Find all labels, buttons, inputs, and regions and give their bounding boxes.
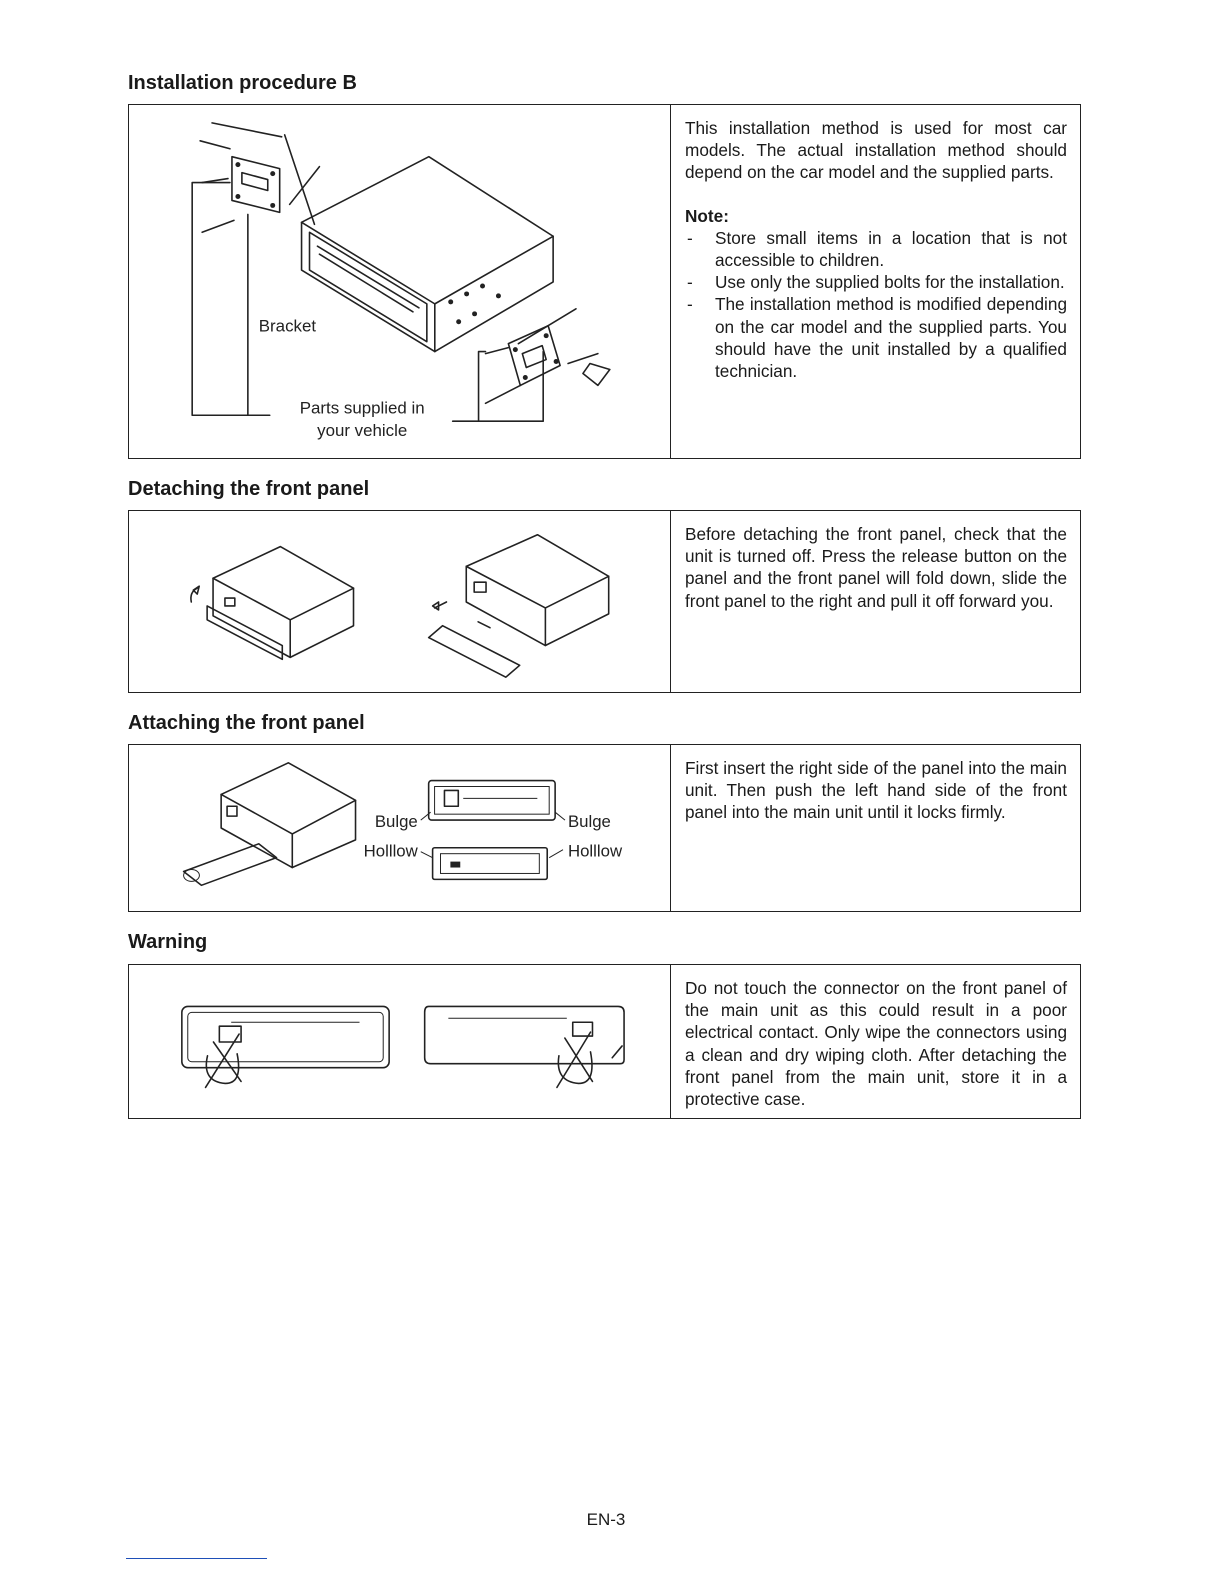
bracket-label: Bracket xyxy=(258,316,317,336)
footer-rule xyxy=(126,1558,267,1559)
note-item: - Store small items in a location that is not accessible to children. xyxy=(685,227,1067,271)
detach-heading: Detaching the front panel xyxy=(128,478,370,500)
install-divider xyxy=(670,105,671,458)
parts-label-line1: Parts supplied in xyxy=(299,398,425,418)
installation-diagram xyxy=(129,105,670,458)
warning-text xyxy=(685,977,1067,1110)
install-box xyxy=(128,104,1081,459)
note-item: - The installation method is modified depending on the car model and the supplied parts. You should have the unit installed by a qualified technician. xyxy=(685,293,1067,382)
detach-text xyxy=(685,523,1067,612)
install-heading: Installation procedure B xyxy=(128,72,357,94)
warning-diagram xyxy=(129,965,670,1118)
parts-label-line2: your vehicle xyxy=(317,421,408,441)
attach-heading: Attaching the front panel xyxy=(128,712,365,734)
warning-paragraph: Do not touch the connector on the front panel of the main unit as this could result in a poor electrical contact. Only wipe the connectors using a clean and dry wiping cloth. After detaching the front panel from the main unit, store it in a protective case. xyxy=(685,978,1067,1110)
install-text xyxy=(685,117,1067,382)
detach-paragraph: Before detaching the front panel, check that the unit is turned off. Press the release button on the panel and the front panel will fold down, slide the front panel to the right and pull it off forward you. xyxy=(685,524,1067,611)
page-number: EN-3 xyxy=(586,1510,626,1529)
attach-divider xyxy=(670,745,671,911)
bulge-right-label: Bulge xyxy=(567,812,611,832)
warning-heading: Warning xyxy=(128,931,208,953)
bulge-left-label: Bulge xyxy=(374,812,418,832)
install-intro: This installation method is used for most car models. The actual installation method should depend on the car model and the supplied parts. xyxy=(685,118,1067,183)
detach-diagram xyxy=(129,511,670,692)
note-item: - Use only the supplied bolts for the installation. xyxy=(685,271,1067,293)
hollow-left-label: Holllow xyxy=(363,841,418,861)
notes-list xyxy=(685,227,1067,382)
attach-paragraph: First insert the right side of the panel into the main unit. Then push the left hand side of the front panel into the main unit until it locks firmly. xyxy=(685,758,1067,823)
hollow-right-label: Holllow xyxy=(567,841,623,861)
attach-diagram xyxy=(129,745,670,911)
warning-box xyxy=(128,964,1081,1119)
detach-divider xyxy=(670,511,671,692)
attach-text xyxy=(685,757,1067,824)
detach-box xyxy=(128,510,1081,693)
warning-divider xyxy=(670,965,671,1118)
note-title: Note: xyxy=(685,205,729,226)
attach-box xyxy=(128,744,1081,912)
